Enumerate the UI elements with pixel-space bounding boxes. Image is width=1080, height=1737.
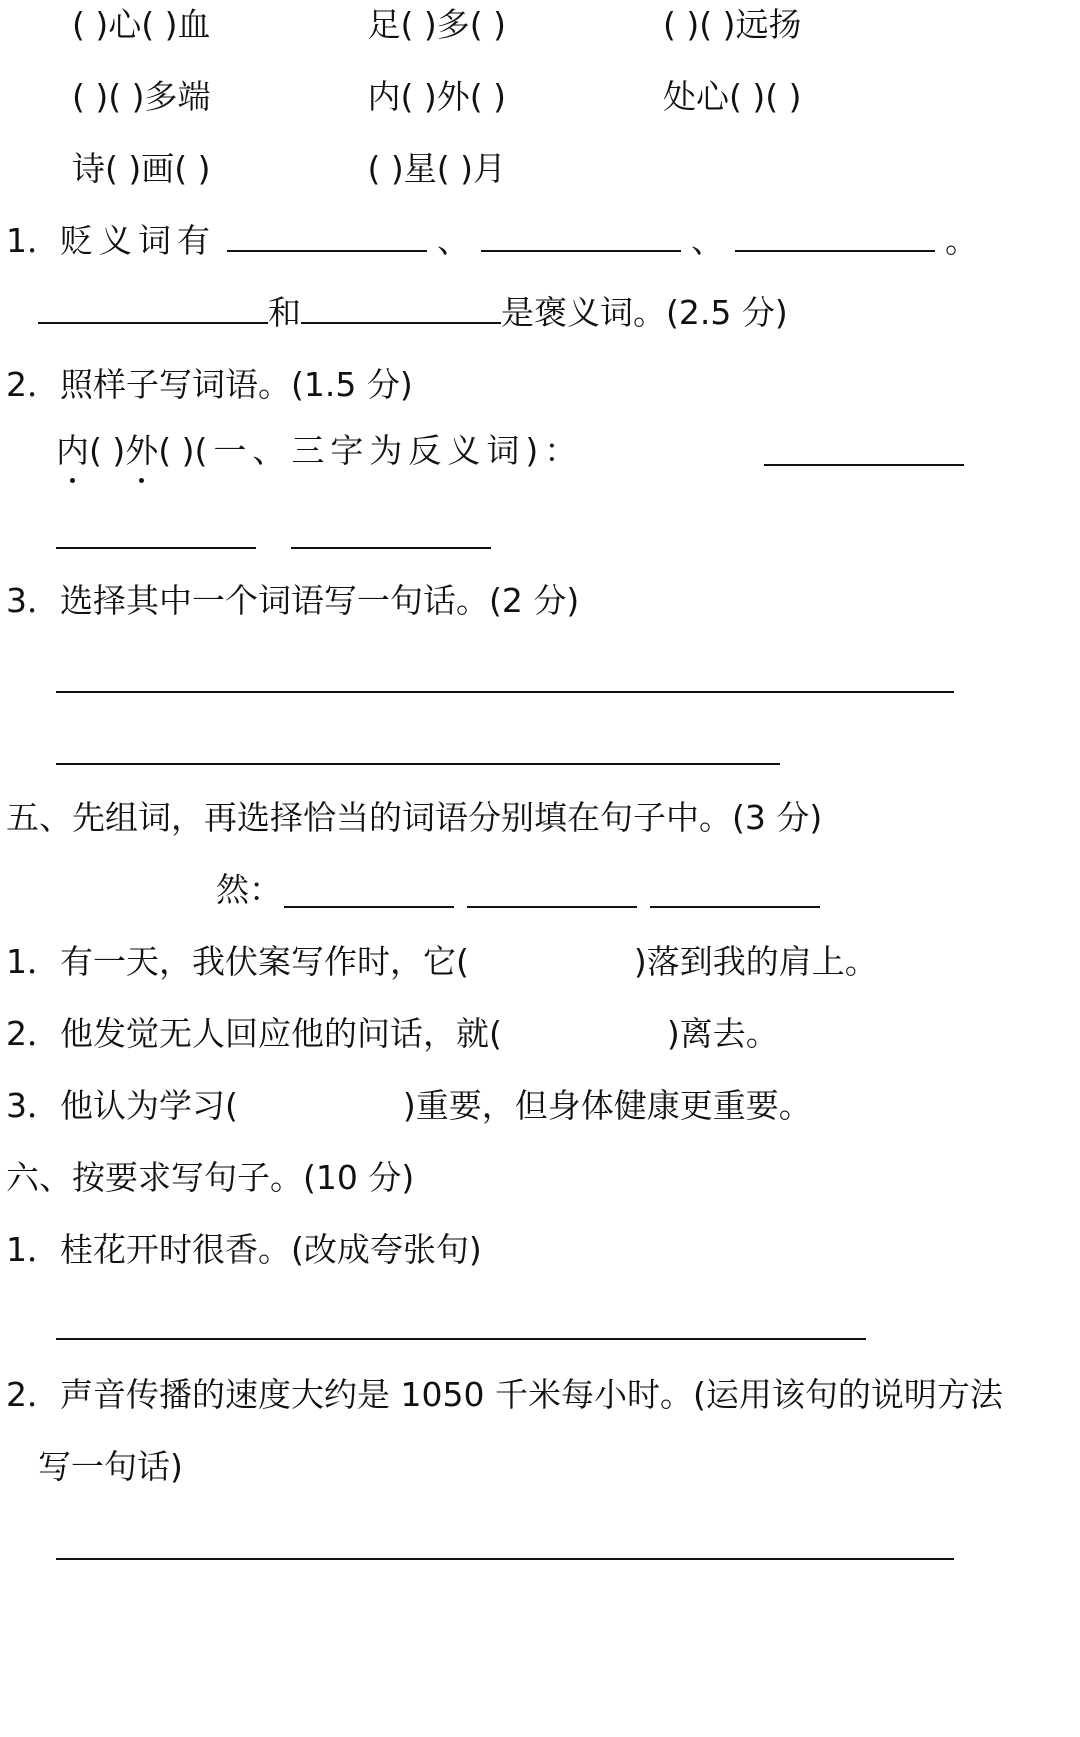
question-number: 3． [6,581,60,620]
idiom-blank[interactable]: ( )( )远扬 [663,5,802,44]
idiom-blank[interactable]: 处心( )( ) [663,77,802,116]
idiom-blank[interactable]: 内( )外( ) [367,77,506,116]
section-5-q2 [6,1011,779,1057]
section-5-q1 [6,939,878,985]
section-title: 五、先组词，再选择恰当的词语分别填在句子中。(3 分) [6,798,823,837]
question-text: 照样子写词语。(1.5 分) [60,365,413,404]
idiom-blank[interactable]: ( )星( )月 [367,149,506,188]
section-6-title [6,1155,414,1201]
sentence-part: 有一天，我伏案写作时，它( [60,942,469,981]
dotted-char: 外 [125,428,158,474]
question-1-cont [38,290,788,336]
separator: 、 [437,221,470,260]
section-5-q3 [6,1083,812,1129]
section-title: 六、按要求写句子。(10 分) [6,1158,415,1197]
answer-line[interactable] [56,1338,866,1340]
section-5-title [6,795,822,841]
question-text: 选择其中一个词语写一句话。(2 分) [60,581,580,620]
question-number: 1． [6,221,60,260]
connector: 和 [268,293,301,332]
idiom-row-2 [72,74,801,120]
question-number: 2． [6,1375,60,1414]
sentence-part: )落到我的肩上。 [633,942,878,981]
separator: 、 [691,221,724,260]
idiom-row-1 [72,2,801,48]
sentence-part: 他发觉无人回应他的问话，就( [60,1014,502,1053]
question-text: 写一句话) [38,1447,183,1486]
answer-blank[interactable] [481,220,681,252]
section-6-q1 [6,1227,482,1273]
separator: 。 [945,221,978,260]
sentence-part: 他认为学习( [60,1086,238,1125]
question-number: 3． [6,1086,60,1125]
question-2-example [56,428,583,474]
answer-line[interactable] [284,906,454,908]
idiom-blank[interactable]: 足( )多( ) [367,5,506,44]
question-number: 1． [6,942,60,981]
answer-line[interactable] [56,1558,954,1560]
question-2 [6,362,413,408]
paren-blank[interactable]: ( ) [89,431,126,470]
section-6-q2 [6,1372,1003,1418]
answer-blank[interactable] [735,220,935,252]
idiom-blank[interactable]: 诗( )画( ) [72,149,211,188]
idiom-blank[interactable]: ( )( )多端 [72,77,211,116]
answer-line[interactable] [56,691,954,693]
question-1 [6,218,978,264]
sentence-part: )重要，但身体健康更重要。 [402,1086,812,1125]
question-hint: (一、三字为反义词)： [194,431,584,470]
dotted-char: 内 [56,428,89,474]
question-text: 声音传播的速度大约是 1050 千米每小时。(运用该句的说明方法 [60,1375,1003,1414]
question-number: 1． [6,1230,60,1269]
answer-line[interactable] [764,464,964,466]
answer-blank[interactable] [38,292,268,324]
answer-blank[interactable] [227,220,427,252]
answer-line[interactable] [467,906,637,908]
question-tail: 是褒义词。(2.5 分) [501,293,788,332]
section-5-wordgroup [216,867,282,913]
question-text: 桂花开时很香。(改成夸张句) [60,1230,482,1269]
idiom-row-3 [72,146,506,192]
answer-line[interactable] [650,906,820,908]
question-number: 2． [6,365,60,404]
answer-line[interactable] [56,547,256,549]
question-number: 2． [6,1014,60,1053]
paren-blank[interactable]: ( ) [158,431,195,470]
answer-line[interactable] [291,547,491,549]
answer-line[interactable] [56,763,780,765]
target-char: 然： [216,870,282,909]
question-text: 贬义词有 [60,221,216,260]
section-6-q2-cont [38,1444,183,1490]
question-3 [6,578,579,624]
idiom-blank[interactable]: ( )心( )血 [72,5,211,44]
sentence-part: )离去。 [666,1014,779,1053]
answer-blank[interactable] [301,292,501,324]
